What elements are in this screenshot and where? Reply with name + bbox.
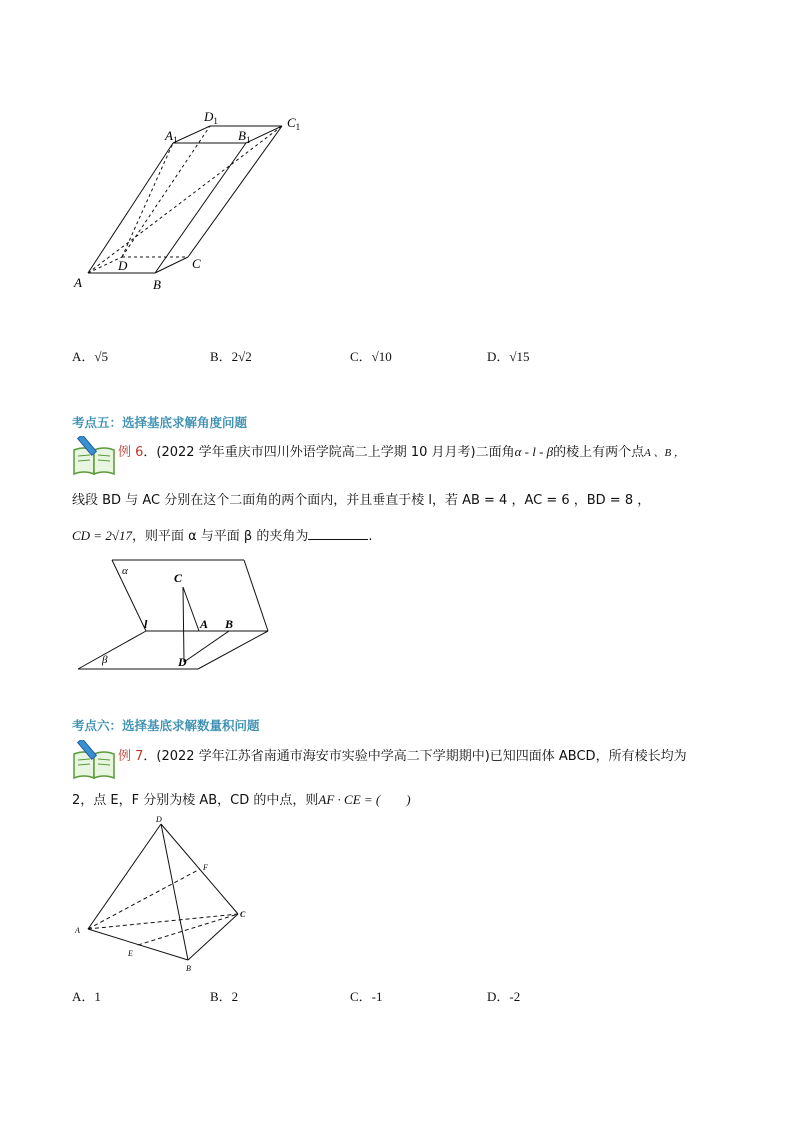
topic-6-heading: 考点六：选择基底求解数量积问题 xyxy=(72,718,260,733)
label-b: B xyxy=(186,964,191,973)
label-e: E xyxy=(128,949,133,958)
label-a: A xyxy=(74,275,82,290)
ex6-line-2: 线段 BD 与 AC 分别在这个二面角的两个面内，并且垂直于棱 l，若 AB = 4 ，AC = 6 ，BD = 8 ， xyxy=(72,493,651,508)
label-c1: $C_1$ xyxy=(287,115,301,132)
dihedral-angle-figure xyxy=(72,556,272,674)
label-c: C xyxy=(174,571,183,585)
q5-option-c[interactable]: C．√10 xyxy=(350,349,392,364)
label-c: C xyxy=(192,256,201,271)
q5-option-d[interactable]: D．√15 xyxy=(487,349,530,364)
tetrahedron-figure xyxy=(70,814,255,974)
book-pencil-icon xyxy=(72,740,118,780)
answer-blank[interactable] xyxy=(308,527,368,540)
parallelepiped-figure xyxy=(70,105,320,300)
ex6-line-3: CD = 2√17，则平面 α 与平面 β 的夹角为 . xyxy=(72,528,373,544)
label-beta: β xyxy=(102,654,108,666)
label-alpha: α xyxy=(122,565,128,577)
label-b1: $B_1$ xyxy=(238,128,251,145)
label-d: D xyxy=(178,655,187,669)
q7-option-a[interactable]: A．1 xyxy=(72,989,101,1004)
label-d: D xyxy=(156,815,162,824)
ex7-line-2: 2，点 E，F 分别为棱 AB，CD 的中点，则AF · CE = ( ) xyxy=(72,792,411,808)
topic-5-heading: 考点五：选择基底求解角度问题 xyxy=(72,415,248,430)
label-b: B xyxy=(153,277,161,292)
label-d: D xyxy=(118,258,128,273)
label-l: l xyxy=(144,617,148,631)
ex6-label: 例 6 xyxy=(118,445,144,460)
q7-option-d[interactable]: D．-2 xyxy=(487,989,521,1004)
q5-option-b[interactable]: B．2√2 xyxy=(210,349,252,364)
label-f: F xyxy=(203,863,208,872)
label-d1: $D_1$ xyxy=(204,109,218,126)
label-c: C xyxy=(240,910,246,919)
q7-option-b[interactable]: B．2 xyxy=(210,989,239,1004)
label-a: A xyxy=(75,926,80,935)
q5-option-a[interactable]: A．√5 xyxy=(72,349,109,364)
book-pencil-icon xyxy=(72,436,118,476)
ex6-line-1: 例 6．(2022 学年重庆市四川外语学院高二上学期 10 月月考)二面角α - l - β的棱上有两个点A 、B ， xyxy=(118,444,685,460)
ex7-line-1: 例 7．(2022 学年江苏省南通市海安市实验中学高二下学期期中)已知四面体 ABCD，所有棱长均为 xyxy=(118,749,687,764)
label-a1: $A_1$ xyxy=(165,128,178,145)
ex7-label: 例 7 xyxy=(118,749,144,764)
q7-option-c[interactable]: C．-1 xyxy=(350,989,383,1004)
label-a: A xyxy=(200,617,209,631)
label-b: B xyxy=(225,617,234,631)
